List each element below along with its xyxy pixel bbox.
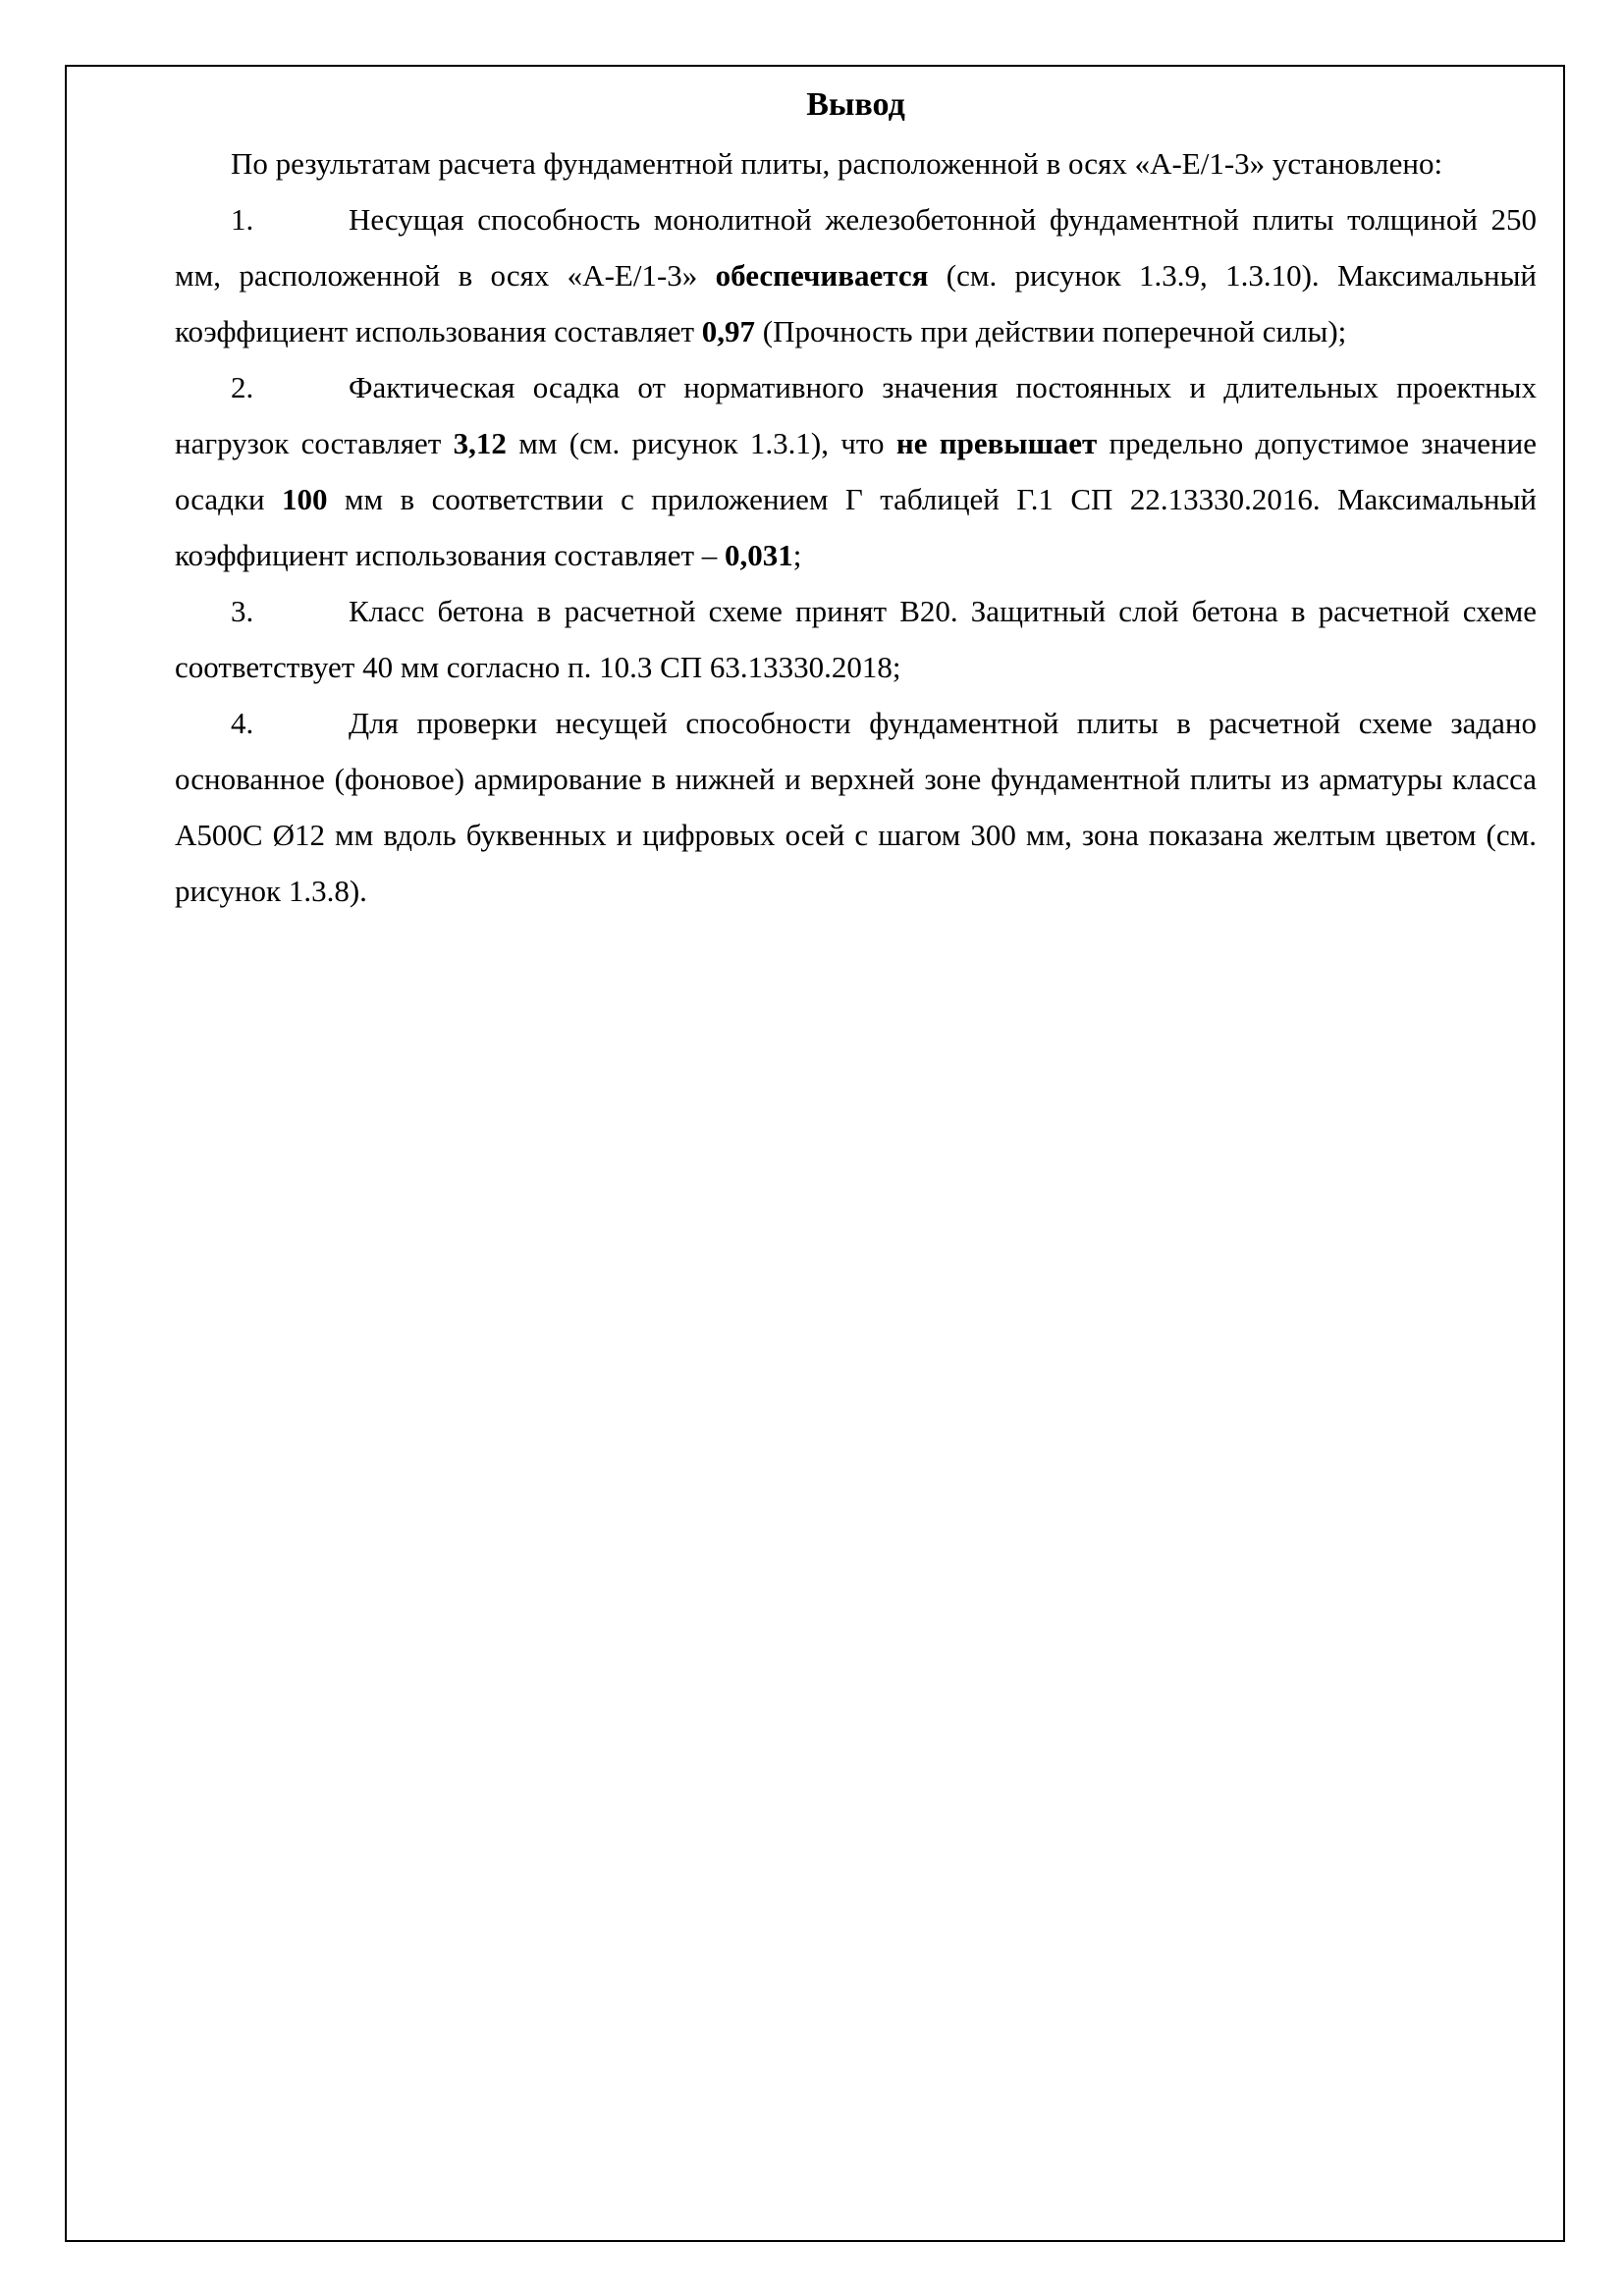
list-item-4 (175, 695, 1537, 919)
item-text: мм в соответствии с приложением Г таблицей Г.1 СП 22.13330.2016. Максимальный коэффициент использования составляет – (175, 482, 1538, 572)
item-bold-text: 0,031 (725, 538, 793, 572)
item-number: 4. (231, 706, 254, 740)
list-item-3 (175, 583, 1537, 695)
list-item-2 (175, 359, 1537, 583)
list-item-1 (175, 191, 1537, 359)
item-bold-text: 0,97 (701, 314, 756, 348)
item-bold-text: 100 (282, 482, 328, 516)
item-text: Для проверки несущей способности фундаментной плиты в расчетной схеме задано основанное (фоновое) армирование в нижней и верхней зоне фундаментной плиты из арматуры класса А500С Ø12 мм вдоль буквенных и цифровых осей с шагом 300 мм, зона показана желтым цветом (см. рисунок 1.3.8). (175, 706, 1537, 908)
item-text: мм (см. рисунок 1.3.1), что (506, 426, 896, 460)
item-text: Несущая способность монолитной железобетонной фундаментной плиты толщиной 250 мм, расположенной в осях «А-Е/1-3» (175, 202, 1537, 293)
item-bold-text: 3,12 (453, 426, 507, 460)
item-text: Фактическая осадка от нормативного значения постоянных и длительных проектных нагрузок составляет (175, 370, 1537, 460)
item-bold-text: обеспечивается (715, 258, 929, 293)
item-text: ; (792, 538, 802, 572)
document-body (175, 79, 1537, 919)
item-text: Класс бетона в расчетной схеме принят B20. Защитный слой бетона в расчетной схеме соответствует 40 мм согласно п. 10.3 СП 63.13330.2018; (175, 594, 1537, 684)
page-title: Вывод (806, 86, 905, 123)
item-text: (Прочность при действии поперечной силы); (755, 314, 1347, 348)
item-text: (см. рисунок 1.3.9, 1.3.10). Максимальный коэффициент использования составляет (175, 258, 1537, 348)
item-bold-text: не превышает (895, 426, 1098, 460)
item-number: 1. (231, 202, 254, 237)
item-number: 2. (231, 370, 254, 404)
item-text: предельно допустимое значение осадки (175, 426, 1537, 516)
intro-paragraph: По результатам расчета фундаментной плиты, расположенной в осях «А-Е/1-3» установлено: (231, 146, 1443, 181)
item-number: 3. (231, 594, 254, 628)
